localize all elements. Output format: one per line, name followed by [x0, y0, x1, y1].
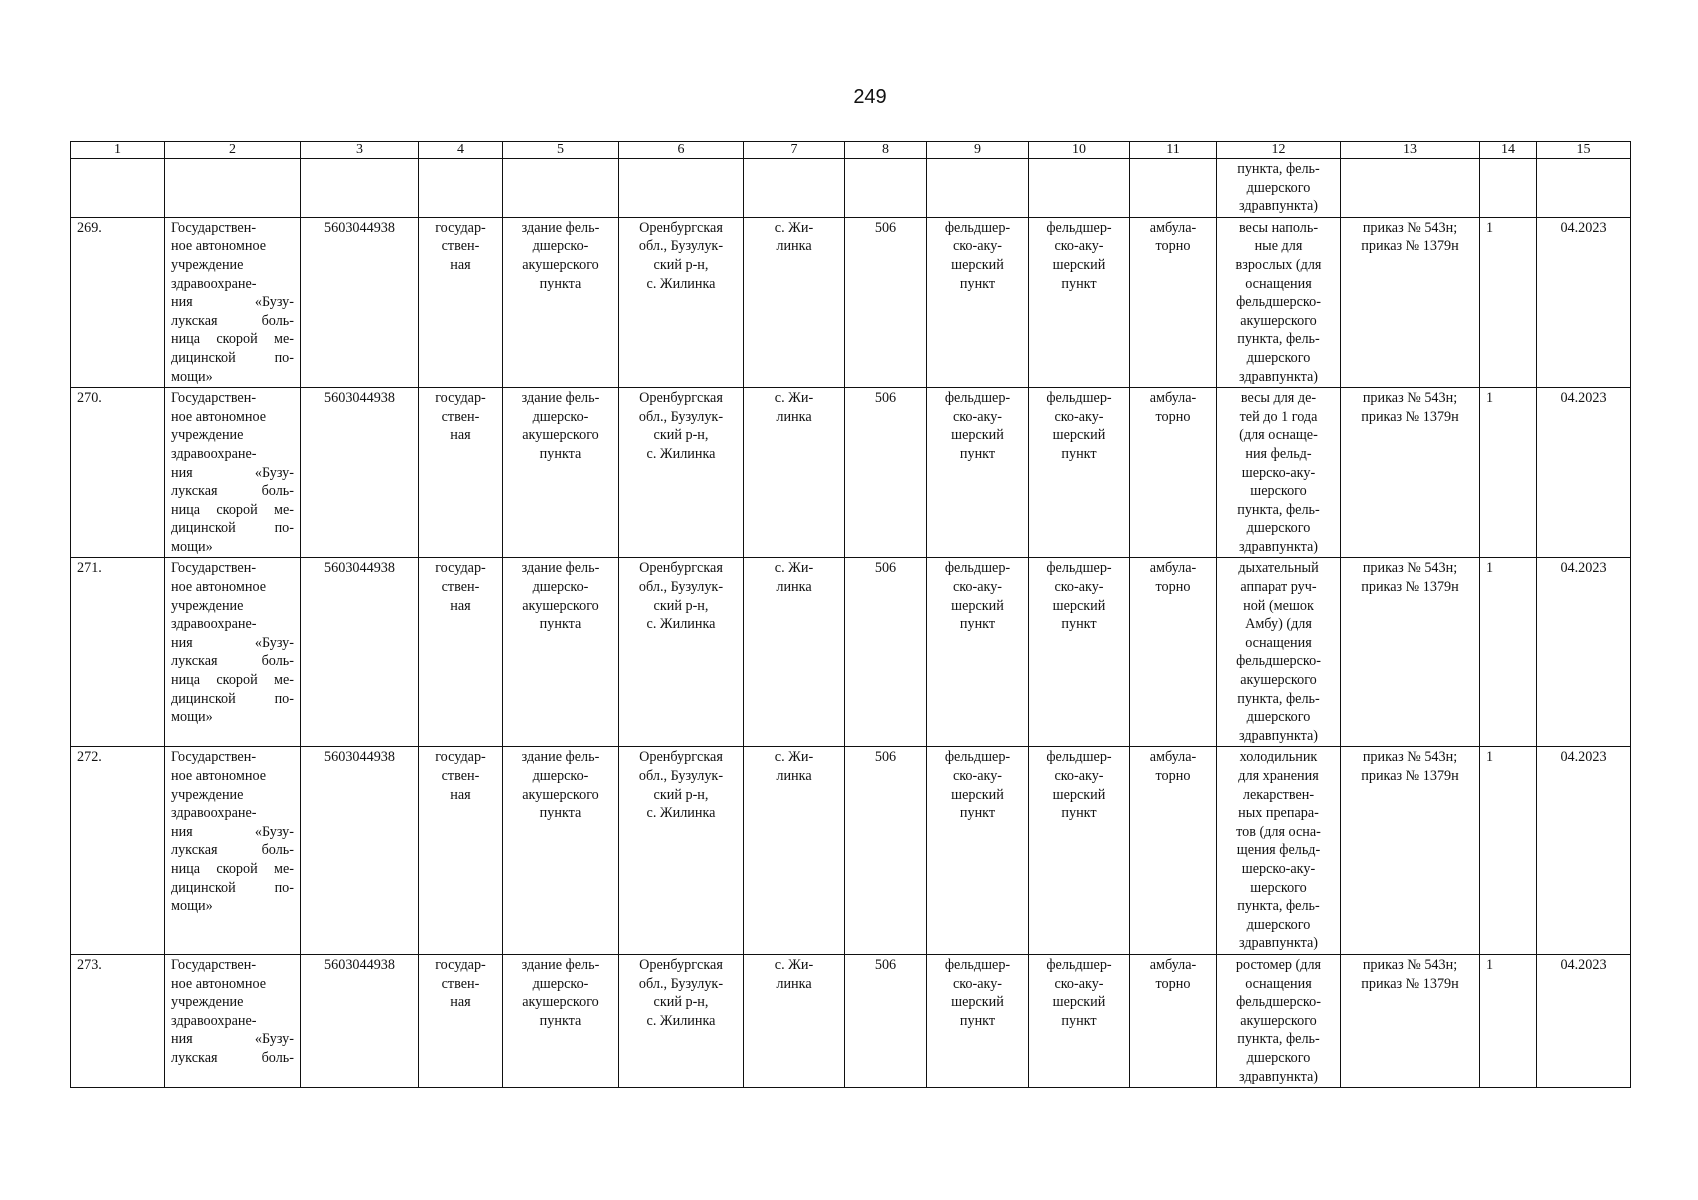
column-header-5: 5: [503, 142, 619, 159]
column-header-4: 4: [419, 142, 503, 159]
cell-date: 04.2023: [1537, 747, 1631, 955]
organization-line: Государствен-: [171, 560, 257, 577]
organization-line: учреждение: [171, 256, 244, 273]
cell-orders: приказ № 543н; приказ № 1379н: [1341, 217, 1480, 387]
organization-line: ния «Бузу-: [171, 634, 294, 651]
organization-line: мощи»: [171, 368, 213, 385]
cell-code: 506: [845, 217, 927, 387]
organization-line: ное автономное: [171, 408, 267, 425]
organization-line: ница скорой ме-: [171, 860, 294, 877]
cell-date: 04.2023: [1537, 954, 1631, 1087]
registry-table: [70, 141, 1631, 1088]
cell-care-form: амбула- торно: [1130, 388, 1217, 558]
cell-address: Оренбургская обл., Бузулук- ский р-н, с. Жилинка: [619, 558, 744, 747]
cell-object-name: здание фель- дшерско- акушерского пункта: [503, 954, 619, 1087]
cell-unit-type: фельдшер- ско-аку- шерский пункт: [927, 558, 1029, 747]
organization-line: мощи»: [171, 709, 213, 726]
organization-line: ния «Бузу-: [171, 823, 294, 840]
cell-inn: 5603044938: [301, 954, 419, 1087]
cell-quantity: 1: [1480, 747, 1537, 955]
table-row: [71, 388, 1631, 558]
cell-object-name: здание фель- дшерско- акушерского пункта: [503, 747, 619, 955]
cell-quantity: 1: [1480, 954, 1537, 1087]
organization-line: мощи»: [171, 538, 213, 555]
organization-line: ное автономное: [171, 768, 267, 784]
organization-line: учреждение: [171, 427, 244, 444]
cell-ownership: государ- ствен- ная: [419, 388, 503, 558]
cell-row-number: 273.: [71, 954, 165, 1087]
column-header-6: 6: [619, 142, 744, 159]
cell-inn: 5603044938: [301, 558, 419, 747]
cell-code: 506: [845, 954, 927, 1087]
table-row: [71, 217, 1631, 387]
cell-unit-type: фельдшер- ско-аку- шерский пункт: [927, 388, 1029, 558]
cell-care-form: амбула- торно: [1130, 954, 1217, 1087]
cell-unit-type-2: фельдшер- ско-аку- шерский пункт: [1029, 217, 1130, 387]
cell-ownership: государ- ствен- ная: [419, 747, 503, 955]
cell-equipment: холодильник для хранения лекарствен- ных препара- тов (для осна- щения фельд- шерско-аку- шерского пункта, фель- дшерского здравпункта): [1217, 747, 1341, 955]
cell-address: Оренбургская обл., Бузулук- ский р-н, с. Жилинка: [619, 747, 744, 955]
cell-ownership: государ- ствен- ная: [419, 954, 503, 1087]
organization-line: ния «Бузу-: [171, 464, 294, 481]
organization-line: мощи»: [171, 898, 213, 915]
cell-organization: [165, 388, 301, 558]
cell-address: Оренбургская обл., Бузулук- ский р-н, с. Жилинка: [619, 388, 744, 558]
column-header-13: 13: [1341, 142, 1480, 159]
cell-date: 04.2023: [1537, 388, 1631, 558]
cell-equipment: весы для де- тей до 1 года (для оснаще- ния фельд- шерско-аку- шерского пункта, фель- дшерского здравпункта): [1217, 388, 1341, 558]
cell-address: Оренбургская обл., Бузулук- ский р-н, с. Жилинка: [619, 954, 744, 1087]
cell-row-number: 270.: [71, 388, 165, 558]
organization-line: ница скорой ме-: [171, 672, 294, 689]
cell-inn: 5603044938: [301, 388, 419, 558]
cell-equipment: дыхательный аппарат руч- ной (мешок Амбу) (для оснащения фельдшерско- акушерского пункта, фель- дшерского здравпункта): [1217, 558, 1341, 747]
cell-code: 506: [845, 747, 927, 955]
column-header-2: 2: [165, 142, 301, 159]
column-header-8: 8: [845, 142, 927, 159]
organization-line: Государствен-: [171, 749, 257, 766]
cell-orders: приказ № 543н; приказ № 1379н: [1341, 558, 1480, 747]
organization-line: ница скорой ме-: [171, 331, 294, 348]
organization-line: лукская боль-: [171, 1049, 294, 1066]
cell-inn: 5603044938: [301, 747, 419, 955]
cell-care-form: амбула- торно: [1130, 558, 1217, 747]
continuation-row: [71, 159, 1631, 218]
organization-line: лукская боль-: [171, 653, 294, 670]
organization-line: дицинской по-: [171, 349, 294, 366]
cell-locality: с. Жи- линка: [744, 388, 845, 558]
organization-line: ница скорой ме-: [171, 501, 294, 518]
column-header-12: 12: [1217, 142, 1341, 159]
cell-object-name: здание фель- дшерско- акушерского пункта: [503, 217, 619, 387]
cell-care-form: амбула- торно: [1130, 747, 1217, 955]
column-header-3: 3: [301, 142, 419, 159]
organization-line: здравоохране-: [171, 275, 257, 292]
organization-line: здравоохране-: [171, 616, 257, 633]
organization-line: ное автономное: [171, 975, 267, 992]
column-header-10: 10: [1029, 142, 1130, 159]
cell-care-form: амбула- торно: [1130, 217, 1217, 387]
cell-unit-type: фельдшер- ско-аку- шерский пункт: [927, 217, 1029, 387]
cell-object-name: здание фель- дшерско- акушерского пункта: [503, 558, 619, 747]
cell-ownership: государ- ствен- ная: [419, 558, 503, 747]
cell-organization: [165, 954, 301, 1087]
cell-unit-type: фельдшер- ско-аку- шерский пункт: [927, 747, 1029, 955]
cell-date: 04.2023: [1537, 217, 1631, 387]
cell-locality: с. Жи- линка: [744, 217, 845, 387]
cell-equipment: ростомер (для оснащения фельдшерско- акушерского пункта, фель- дшерского здравпункта): [1217, 954, 1341, 1087]
organization-line: ния «Бузу-: [171, 294, 294, 311]
column-header-11: 11: [1130, 142, 1217, 159]
cell-organization: [165, 558, 301, 747]
cell-row-number: 269.: [71, 217, 165, 387]
page-number: 249: [853, 86, 887, 108]
cell-locality: с. Жи- линка: [744, 954, 845, 1087]
cell-row-number: 272.: [71, 747, 165, 955]
column-header-14: 14: [1480, 142, 1537, 159]
column-header-1: 1: [71, 142, 165, 159]
cell-organization: [165, 217, 301, 387]
cell-quantity: 1: [1480, 388, 1537, 558]
organization-line: лукская боль-: [171, 483, 294, 500]
cell-code: 506: [845, 558, 927, 747]
organization-line: учреждение: [171, 994, 244, 1011]
cell-quantity: 1: [1480, 558, 1537, 747]
cell-orders: приказ № 543н; приказ № 1379н: [1341, 954, 1480, 1087]
cell-code: 506: [845, 388, 927, 558]
cell-address: Оренбургская обл., Бузулук- ский р-н, с. Жилинка: [619, 217, 744, 387]
cell-locality: с. Жи- линка: [744, 747, 845, 955]
cell-equipment: весы наполь- ные для взрослых (для оснащения фельдшерско- акушерского пункта, фель- дшерского здравпункта): [1217, 217, 1341, 387]
organization-line: учреждение: [171, 597, 244, 614]
organization-line: учреждение: [171, 786, 244, 803]
organization-line: лукская боль-: [171, 842, 294, 859]
organization-line: здравоохране-: [171, 445, 257, 462]
column-header-9: 9: [927, 142, 1029, 159]
column-header-15: 15: [1537, 142, 1631, 159]
organization-line: ное автономное: [171, 238, 267, 255]
cell-locality: с. Жи- линка: [744, 558, 845, 747]
column-header-7: 7: [744, 142, 845, 159]
continuation-equipment: пункта, фель- дшерского здравпункта): [1217, 159, 1341, 218]
cell-unit-type-2: фельдшер- ско-аку- шерский пункт: [1029, 747, 1130, 955]
cell-inn: 5603044938: [301, 217, 419, 387]
organization-line: дицинской по-: [171, 520, 294, 537]
organization-line: дицинской по-: [171, 879, 294, 896]
cell-unit-type: фельдшер- ско-аку- шерский пункт: [927, 954, 1029, 1087]
table-row: [71, 558, 1631, 747]
cell-orders: приказ № 543н; приказ № 1379н: [1341, 747, 1480, 955]
cell-ownership: государ- ствен- ная: [419, 217, 503, 387]
cell-row-number: 271.: [71, 558, 165, 747]
cell-quantity: 1: [1480, 217, 1537, 387]
organization-line: ния «Бузу-: [171, 1031, 294, 1048]
cell-unit-type-2: фельдшер- ско-аку- шерский пункт: [1029, 954, 1130, 1087]
cell-unit-type-2: фельдшер- ско-аку- шерский пункт: [1029, 388, 1130, 558]
organization-line: дицинской по-: [171, 690, 294, 707]
organization-line: ное автономное: [171, 579, 267, 596]
header-row: [71, 142, 1631, 159]
cell-unit-type-2: фельдшер- ско-аку- шерский пункт: [1029, 558, 1130, 747]
cell-organization: [165, 747, 301, 955]
table-row: [71, 747, 1631, 955]
organization-line: здравоохране-: [171, 805, 257, 822]
organization-line: здравоохране-: [171, 1012, 257, 1029]
organization-line: Государствен-: [171, 390, 257, 407]
cell-object-name: здание фель- дшерско- акушерского пункта: [503, 388, 619, 558]
organization-line: Государствен-: [171, 219, 257, 236]
organization-line: лукская боль-: [171, 312, 294, 329]
cell-orders: приказ № 543н; приказ № 1379н: [1341, 388, 1480, 558]
organization-line: Государствен-: [171, 956, 257, 973]
cell-date: 04.2023: [1537, 558, 1631, 747]
table-row: [71, 954, 1631, 1087]
